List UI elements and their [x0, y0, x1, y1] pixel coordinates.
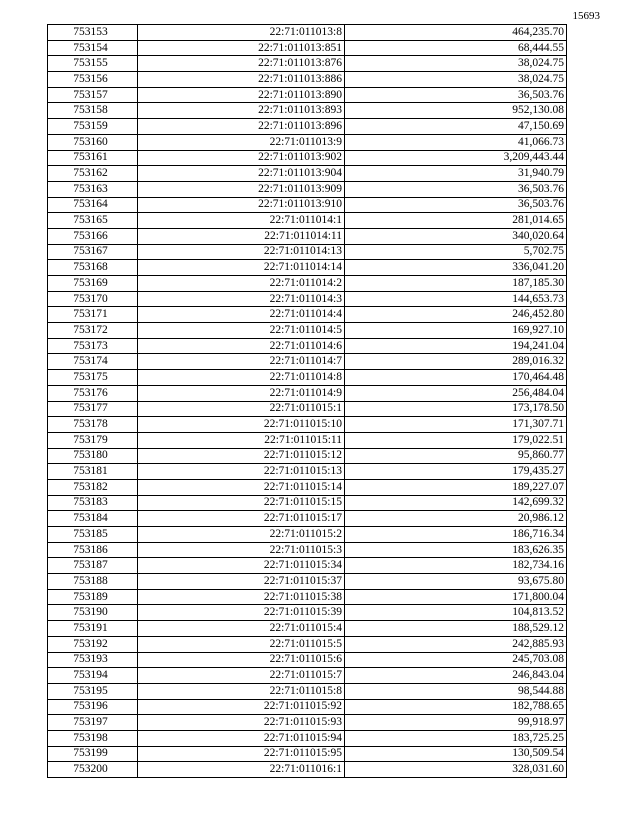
row-id-cell: 753199 — [48, 746, 138, 762]
table-row — [48, 636, 567, 652]
amount-cell: 142,699.32 — [345, 495, 567, 511]
cadastral-number-cell: 22:71:011015:38 — [138, 589, 345, 605]
row-id-cell: 753197 — [48, 715, 138, 731]
table-row — [48, 699, 567, 715]
amount-cell: 189,227.07 — [345, 479, 567, 495]
row-id-cell: 753188 — [48, 574, 138, 590]
table-row — [48, 40, 567, 56]
table-row — [48, 401, 567, 417]
amount-cell: 186,716.34 — [345, 527, 567, 543]
amount-cell: 328,031.60 — [345, 762, 567, 778]
row-id-cell: 753162 — [48, 166, 138, 182]
row-id-cell: 753189 — [48, 589, 138, 605]
row-id-cell: 753153 — [48, 25, 138, 41]
row-id-cell: 753160 — [48, 134, 138, 150]
cadastral-number-cell: 22:71:011015:94 — [138, 730, 345, 746]
row-id-cell: 753176 — [48, 385, 138, 401]
row-id-cell: 753195 — [48, 683, 138, 699]
table-row — [48, 385, 567, 401]
row-id-cell: 753187 — [48, 558, 138, 574]
cadastral-number-cell: 22:71:011015:1 — [138, 401, 345, 417]
cadastral-number-cell: 22:71:011015:4 — [138, 621, 345, 637]
cadastral-number-cell: 22:71:011014:5 — [138, 323, 345, 339]
amount-cell: 3,209,443.44 — [345, 150, 567, 166]
cadastral-number-cell: 22:71:011014:2 — [138, 276, 345, 292]
row-id-cell: 753175 — [48, 370, 138, 386]
row-id-cell: 753193 — [48, 652, 138, 668]
amount-cell: 93,675.80 — [345, 574, 567, 590]
table-row — [48, 417, 567, 433]
table-row — [48, 605, 567, 621]
amount-cell: 98,544.88 — [345, 683, 567, 699]
amount-cell: 20,986.12 — [345, 511, 567, 527]
cadastral-number-cell: 22:71:011015:12 — [138, 448, 345, 464]
row-id-cell: 753164 — [48, 197, 138, 213]
table-row — [48, 542, 567, 558]
cadastral-number-cell: 22:71:011015:10 — [138, 417, 345, 433]
table-row — [48, 448, 567, 464]
cadastral-number-cell: 22:71:011014:1 — [138, 213, 345, 229]
row-id-cell: 753192 — [48, 636, 138, 652]
amount-cell: 187,185.30 — [345, 276, 567, 292]
row-id-cell: 753159 — [48, 119, 138, 135]
amount-cell: 242,885.93 — [345, 636, 567, 652]
amount-cell: 5,702.75 — [345, 244, 567, 260]
amount-cell: 68,444.55 — [345, 40, 567, 56]
table-row — [48, 668, 567, 684]
cadastral-number-cell: 22:71:011013:893 — [138, 103, 345, 119]
row-id-cell: 753196 — [48, 699, 138, 715]
row-id-cell: 753170 — [48, 291, 138, 307]
table-row — [48, 589, 567, 605]
cadastral-number-cell: 22:71:011014:6 — [138, 338, 345, 354]
row-id-cell: 753155 — [48, 56, 138, 72]
row-id-cell: 753181 — [48, 464, 138, 480]
amount-cell: 179,435.27 — [345, 464, 567, 480]
amount-cell: 256,484.04 — [345, 385, 567, 401]
cadastral-number-cell: 22:71:011015:2 — [138, 527, 345, 543]
amount-cell: 183,626.35 — [345, 542, 567, 558]
amount-cell: 182,788.65 — [345, 699, 567, 715]
row-id-cell: 753158 — [48, 103, 138, 119]
table-row — [48, 56, 567, 72]
amount-cell: 36,503.76 — [345, 197, 567, 213]
cadastral-number-cell: 22:71:011015:95 — [138, 746, 345, 762]
row-id-cell: 753180 — [48, 448, 138, 464]
amount-cell: 245,703.08 — [345, 652, 567, 668]
cadastral-number-cell: 22:71:011015:39 — [138, 605, 345, 621]
cadastral-number-cell: 22:71:011014:8 — [138, 370, 345, 386]
row-id-cell: 753163 — [48, 181, 138, 197]
table-body — [48, 25, 567, 778]
cadastral-number-cell: 22:71:011016:1 — [138, 762, 345, 778]
cadastral-number-cell: 22:71:011013:902 — [138, 150, 345, 166]
table-row — [48, 762, 567, 778]
row-id-cell: 753185 — [48, 527, 138, 543]
amount-cell: 246,452.80 — [345, 307, 567, 323]
table-row — [48, 72, 567, 88]
cadastral-number-cell: 22:71:011015:5 — [138, 636, 345, 652]
row-id-cell: 753183 — [48, 495, 138, 511]
amount-cell: 99,918.97 — [345, 715, 567, 731]
cadastral-number-cell: 22:71:011015:92 — [138, 699, 345, 715]
row-id-cell: 753171 — [48, 307, 138, 323]
table-row — [48, 338, 567, 354]
amount-cell: 169,927.10 — [345, 323, 567, 339]
row-id-cell: 753174 — [48, 354, 138, 370]
amount-cell: 173,178.50 — [345, 401, 567, 417]
table-row — [48, 652, 567, 668]
row-id-cell: 753165 — [48, 213, 138, 229]
cadastral-number-cell: 22:71:011013:886 — [138, 72, 345, 88]
table-row — [48, 197, 567, 213]
cadastral-number-cell: 22:71:011014:14 — [138, 260, 345, 276]
cadastral-number-cell: 22:71:011013:851 — [138, 40, 345, 56]
amount-cell: 171,307.71 — [345, 417, 567, 433]
row-id-cell: 753198 — [48, 730, 138, 746]
amount-cell: 289,016.32 — [345, 354, 567, 370]
amount-cell: 171,800.04 — [345, 589, 567, 605]
amount-cell: 144,653.73 — [345, 291, 567, 307]
row-id-cell: 753191 — [48, 621, 138, 637]
row-id-cell: 753167 — [48, 244, 138, 260]
table-row — [48, 150, 567, 166]
cadastral-number-cell: 22:71:011015:11 — [138, 432, 345, 448]
row-id-cell: 753173 — [48, 338, 138, 354]
row-id-cell: 753194 — [48, 668, 138, 684]
cadastral-number-cell: 22:71:011015:15 — [138, 495, 345, 511]
cadastral-number-cell: 22:71:011013:910 — [138, 197, 345, 213]
row-id-cell: 753154 — [48, 40, 138, 56]
cadastral-number-cell: 22:71:011013:896 — [138, 119, 345, 135]
table-row — [48, 228, 567, 244]
cadastral-number-cell: 22:71:011015:13 — [138, 464, 345, 480]
row-id-cell: 753166 — [48, 228, 138, 244]
cadastral-number-cell: 22:71:011014:7 — [138, 354, 345, 370]
amount-cell: 194,241.04 — [345, 338, 567, 354]
row-id-cell: 753186 — [48, 542, 138, 558]
cadastral-number-cell: 22:71:011014:4 — [138, 307, 345, 323]
cadastral-number-cell: 22:71:011015:34 — [138, 558, 345, 574]
cadastral-number-cell: 22:71:011015:3 — [138, 542, 345, 558]
table-row — [48, 730, 567, 746]
table-row — [48, 479, 567, 495]
cadastral-number-cell: 22:71:011015:8 — [138, 683, 345, 699]
row-id-cell: 753178 — [48, 417, 138, 433]
table-row — [48, 495, 567, 511]
table-row — [48, 181, 567, 197]
amount-cell: 183,725.25 — [345, 730, 567, 746]
table-row — [48, 291, 567, 307]
row-id-cell: 753168 — [48, 260, 138, 276]
data-table — [47, 24, 567, 778]
amount-cell: 38,024.75 — [345, 72, 567, 88]
cadastral-number-cell: 22:71:011014:13 — [138, 244, 345, 260]
table-row — [48, 746, 567, 762]
row-id-cell: 753161 — [48, 150, 138, 166]
amount-cell: 464,235.70 — [345, 25, 567, 41]
cadastral-number-cell: 22:71:011013:8 — [138, 25, 345, 41]
row-id-cell: 753156 — [48, 72, 138, 88]
table-row — [48, 715, 567, 731]
amount-cell: 36,503.76 — [345, 181, 567, 197]
cadastral-number-cell: 22:71:011013:876 — [138, 56, 345, 72]
cadastral-number-cell: 22:71:011015:14 — [138, 479, 345, 495]
cadastral-number-cell: 22:71:011014:9 — [138, 385, 345, 401]
row-id-cell: 753179 — [48, 432, 138, 448]
row-id-cell: 753190 — [48, 605, 138, 621]
table-row — [48, 354, 567, 370]
amount-cell: 31,940.79 — [345, 166, 567, 182]
amount-cell: 336,041.20 — [345, 260, 567, 276]
amount-cell: 36,503.76 — [345, 87, 567, 103]
row-id-cell: 753169 — [48, 276, 138, 292]
row-id-cell: 753200 — [48, 762, 138, 778]
table-row — [48, 527, 567, 543]
amount-cell: 38,024.75 — [345, 56, 567, 72]
row-id-cell: 753182 — [48, 479, 138, 495]
cadastral-number-cell: 22:71:011015:6 — [138, 652, 345, 668]
cadastral-number-cell: 22:71:011014:11 — [138, 228, 345, 244]
row-id-cell: 753172 — [48, 323, 138, 339]
table-row — [48, 558, 567, 574]
table-row — [48, 213, 567, 229]
amount-cell: 182,734.16 — [345, 558, 567, 574]
amount-cell: 952,130.08 — [345, 103, 567, 119]
table-row — [48, 370, 567, 386]
amount-cell: 104,813.52 — [345, 605, 567, 621]
amount-cell: 246,843.04 — [345, 668, 567, 684]
cadastral-number-cell: 22:71:011015:93 — [138, 715, 345, 731]
table-row — [48, 574, 567, 590]
cadastral-number-cell: 22:71:011015:7 — [138, 668, 345, 684]
amount-cell: 47,150.69 — [345, 119, 567, 135]
table-row — [48, 683, 567, 699]
table-row — [48, 103, 567, 119]
amount-cell: 188,529.12 — [345, 621, 567, 637]
table-row — [48, 25, 567, 41]
table-row — [48, 323, 567, 339]
amount-cell: 170,464.48 — [345, 370, 567, 386]
page-number: 15693 — [572, 10, 600, 22]
table-row — [48, 464, 567, 480]
cadastral-number-cell: 22:71:011015:17 — [138, 511, 345, 527]
cadastral-number-cell: 22:71:011013:890 — [138, 87, 345, 103]
amount-cell: 340,020.64 — [345, 228, 567, 244]
table-row — [48, 166, 567, 182]
amount-cell: 281,014.65 — [345, 213, 567, 229]
amount-cell: 179,022.51 — [345, 432, 567, 448]
amount-cell: 130,509.54 — [345, 746, 567, 762]
table-row — [48, 260, 567, 276]
table-row — [48, 134, 567, 150]
cadastral-number-cell: 22:71:011013:909 — [138, 181, 345, 197]
amount-cell: 95,860.77 — [345, 448, 567, 464]
table-row — [48, 119, 567, 135]
cadastral-number-cell: 22:71:011014:3 — [138, 291, 345, 307]
cadastral-number-cell: 22:71:011015:37 — [138, 574, 345, 590]
cadastral-number-cell: 22:71:011013:9 — [138, 134, 345, 150]
table-row — [48, 244, 567, 260]
table-row — [48, 511, 567, 527]
row-id-cell: 753177 — [48, 401, 138, 417]
table-row — [48, 432, 567, 448]
cadastral-number-cell: 22:71:011013:904 — [138, 166, 345, 182]
row-id-cell: 753184 — [48, 511, 138, 527]
table-row — [48, 276, 567, 292]
amount-cell: 41,066.73 — [345, 134, 567, 150]
table-row — [48, 621, 567, 637]
table-row — [48, 87, 567, 103]
table-row — [48, 307, 567, 323]
row-id-cell: 753157 — [48, 87, 138, 103]
